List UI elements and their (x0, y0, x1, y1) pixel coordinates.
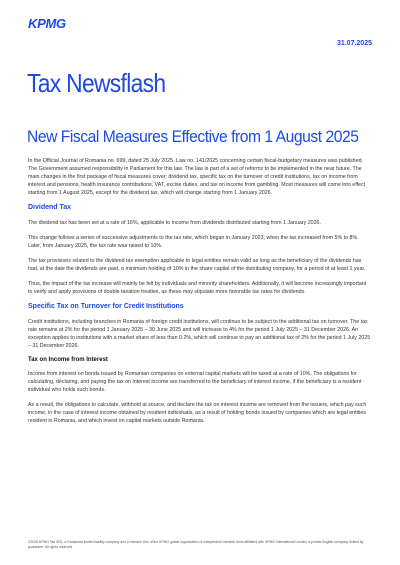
section-heading-interest: Tax on Income from Interest (28, 357, 108, 363)
footer-legal-text: ©2025 KPMG Tax SRL, a Romanian limited liability company and a member firm of the KPMG global organization of independent member firms affiliated with KPMG International Limited, a private English company limited by guarantee. All rights reserved. (28, 540, 364, 549)
paragraph: The dividend tax has been set at a rate of 16%, applicable to income from dividends distributed starting from 1 January 2026. (28, 220, 321, 226)
page-title: Tax Newsflash (27, 68, 166, 98)
paragraph: As a result, the obligations to calculate, withhold at source, and declare the tax on interest income are removed from the issuers, which pay such income, in the case of interest income obtained by resident individuals, as a result of holding bonds issued by companies which are legal entities resident in Romania, and which invest on capital markets outside Romania. (28, 402, 367, 424)
publication-date: 31.07.2025 (336, 40, 372, 47)
page-subtitle: New Fiscal Measures Effective from 1 August 2025 (27, 127, 359, 146)
section-heading-dividend: Dividend Tax (28, 204, 72, 211)
section-heading-credit: Specific Tax on Turnover for Credit Institutions (28, 303, 184, 310)
article-body (28, 157, 372, 432)
paragraph: This change follows a series of successive adjustments to the tax rate, which began in January 2023, when the tax increased from 5% to 8%. Later, from January 2025, the tax rate was raised to 10%. (28, 235, 359, 249)
paragraph: Thus, the impact of the tax increase will mainly be felt by individuals and minority shareholders. Additionally, it will become increasingly important to verify and apply provisions of double taxation treaties, as these may stipulate more favorable tax rates for dividends. (28, 281, 367, 295)
paragraph: The tax provisions related to the dividend tax exemption applicable to legal entities remain valid as long as the beneficiary of the dividends has had, at the date the dividends are paid, a minimum holding of 10% in the share capital of the distributing company, for a period of at least 1 year. (28, 258, 366, 272)
paragraph: Income from interest on bonds issued by Romanian companies on external capital markets will be taxed at a rate of 10%. The obligations for calculating, declaring, and paying the tax on interest income are transferred to the beneficiary of interest income, if the beneficiary is a resident individual who holds such bonds. (28, 371, 362, 393)
intro-paragraph: In the Official Journal of Romania no. 699, dated 25 July 2025, Law no. 141/2025 concerning certain fiscal-budgetary measures was published. The Government assumed responsibility in Parliament for this law. The law is part of a set of reforms to be implemented in the near future. The main changes in the first package of fiscal measures cover: dividend tax, specific tax on the turnover of credit institutions, tax on income from interest and pensions, health insurance contributions, VAT, excise duties, and tax on income from gambling. Most measures will come into effect starting from 1 August 2025, except for the dividend tax, which will change starting from 1 January 2026. (28, 158, 366, 196)
paragraph: Credit institutions, including branches in Romania of foreign credit institutions, will continue to be subject to the additional tax on turnover. The tax rate remains at 2% for the period 1 January 2025 – 30 June 2025 and will increase to 4% for the period 1 July 2025 – 31 December 2026. An exception applies to institutions with a market share of less than 0.2%, which will continue to pay an additional tax of 2% for the period 1 July 2025 – 31 December 2026. (28, 319, 371, 349)
kpmg-logo: KPMG (28, 16, 66, 31)
